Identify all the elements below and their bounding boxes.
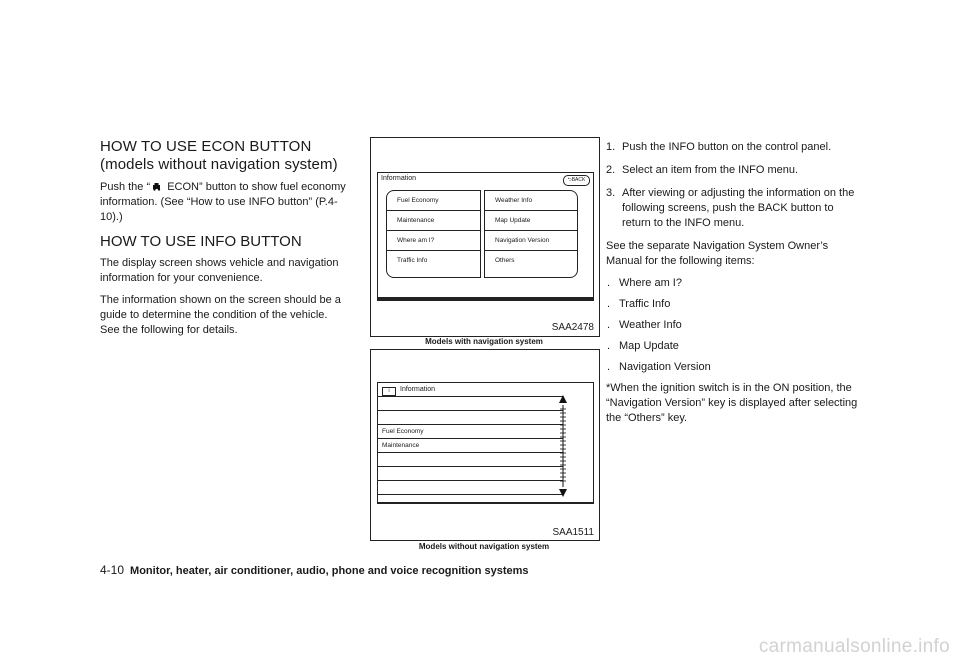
step-2: 2. Select an item from the INFO menu. bbox=[606, 164, 799, 176]
figure-caption: Models with navigation system bbox=[425, 337, 543, 346]
econ-paragraph-post: ECON” button to show fuel economy information. (See “How to use INFO button” (P.4-10).) bbox=[100, 181, 346, 223]
info-paragraph-2: The information shown on the screen should be a guide to determine the condition of the vehicle. See the following for details. bbox=[100, 294, 341, 336]
menu-item-navigation-version[interactable]: Navigation Version bbox=[485, 231, 577, 251]
figure-no-navigation-screen bbox=[370, 349, 600, 541]
menu-item-fuel-economy[interactable]: Fuel Economy bbox=[387, 191, 480, 211]
menu-item-where-am-i[interactable]: Where am I? bbox=[387, 231, 480, 251]
figure-code: SAA2478 bbox=[551, 322, 594, 333]
list-header-row bbox=[378, 383, 563, 397]
figure-code: SAA1511 bbox=[552, 527, 594, 538]
figure-caption: Models without navigation system bbox=[418, 542, 550, 551]
back-label: BACK bbox=[571, 177, 586, 183]
info-icon: i bbox=[382, 387, 396, 396]
menu-item-maintenance[interactable]: Maintenance bbox=[387, 211, 480, 231]
list-item[interactable] bbox=[378, 453, 563, 467]
menu-item-traffic-info[interactable]: Traffic Info bbox=[397, 257, 428, 264]
left-column bbox=[100, 138, 350, 345]
note-text: *When the ignition switch is in the ON position, the “Navigation Version” key is displayed after selecting the “Others” key. bbox=[606, 382, 858, 424]
scroll-up-icon bbox=[559, 395, 567, 403]
scroll-down-icon bbox=[559, 489, 567, 497]
list-item[interactable] bbox=[378, 481, 563, 495]
step-1: 1. Push the INFO button on the control panel. bbox=[606, 141, 832, 153]
econ-heading: HOW TO USE ECON BUTTON (models without navigation system) bbox=[100, 138, 338, 173]
screen-title: Information bbox=[381, 175, 417, 182]
page-number: 4-10 bbox=[100, 563, 125, 577]
econ-car-icon bbox=[152, 181, 162, 191]
menu-item-others[interactable]: Others bbox=[495, 257, 515, 264]
info-screen-nav bbox=[377, 172, 594, 301]
info-paragraph-1: The display screen shows vehicle and navigation information for your convenience. bbox=[100, 257, 339, 284]
bullet-item: . Weather Info bbox=[607, 319, 682, 331]
back-arrow-icon: ⮌ bbox=[567, 177, 572, 183]
menu-panel-left bbox=[386, 190, 481, 278]
list-item[interactable] bbox=[378, 467, 563, 481]
menu-item-map-update[interactable]: Map Update bbox=[485, 211, 577, 231]
see-manual-text: See the separate Navigation System Owner’s Manual for the following items: bbox=[606, 240, 829, 267]
back-button[interactable] bbox=[563, 175, 590, 186]
list-item[interactable] bbox=[378, 411, 563, 425]
list-item-maintenance[interactable]: Maintenance bbox=[378, 439, 563, 453]
watermark: carmanualsonline.info bbox=[758, 636, 950, 657]
step-3: 3. After viewing or adjusting the information on the following screens, push the BACK button to return to the INFO menu. bbox=[606, 187, 855, 229]
list-item[interactable] bbox=[378, 397, 563, 411]
bullet-item: . Where am I? bbox=[607, 277, 682, 289]
section-title: Monitor, heater, air conditioner, audio, phone and voice recognition systems bbox=[130, 565, 529, 577]
info-heading: HOW TO USE INFO BUTTON bbox=[100, 233, 302, 250]
econ-paragraph-pre: Push the “ bbox=[100, 181, 151, 193]
right-column bbox=[606, 140, 858, 433]
figure-navigation-screen bbox=[370, 137, 600, 337]
page-footer bbox=[100, 563, 529, 577]
menu-item-weather-info[interactable]: Weather Info bbox=[485, 191, 577, 211]
menu-panel-right bbox=[484, 190, 578, 278]
econ-paragraph bbox=[100, 180, 350, 225]
scroll-indicator[interactable] bbox=[559, 395, 567, 497]
screen-title: Information bbox=[400, 386, 436, 393]
info-screen-basic bbox=[377, 382, 594, 504]
bullet-item: . Navigation Version bbox=[607, 361, 711, 373]
bullet-item: . Map Update bbox=[607, 340, 679, 352]
list-item-fuel-economy[interactable]: Fuel Economy bbox=[378, 425, 563, 439]
bullet-item: . Traffic Info bbox=[607, 298, 671, 310]
